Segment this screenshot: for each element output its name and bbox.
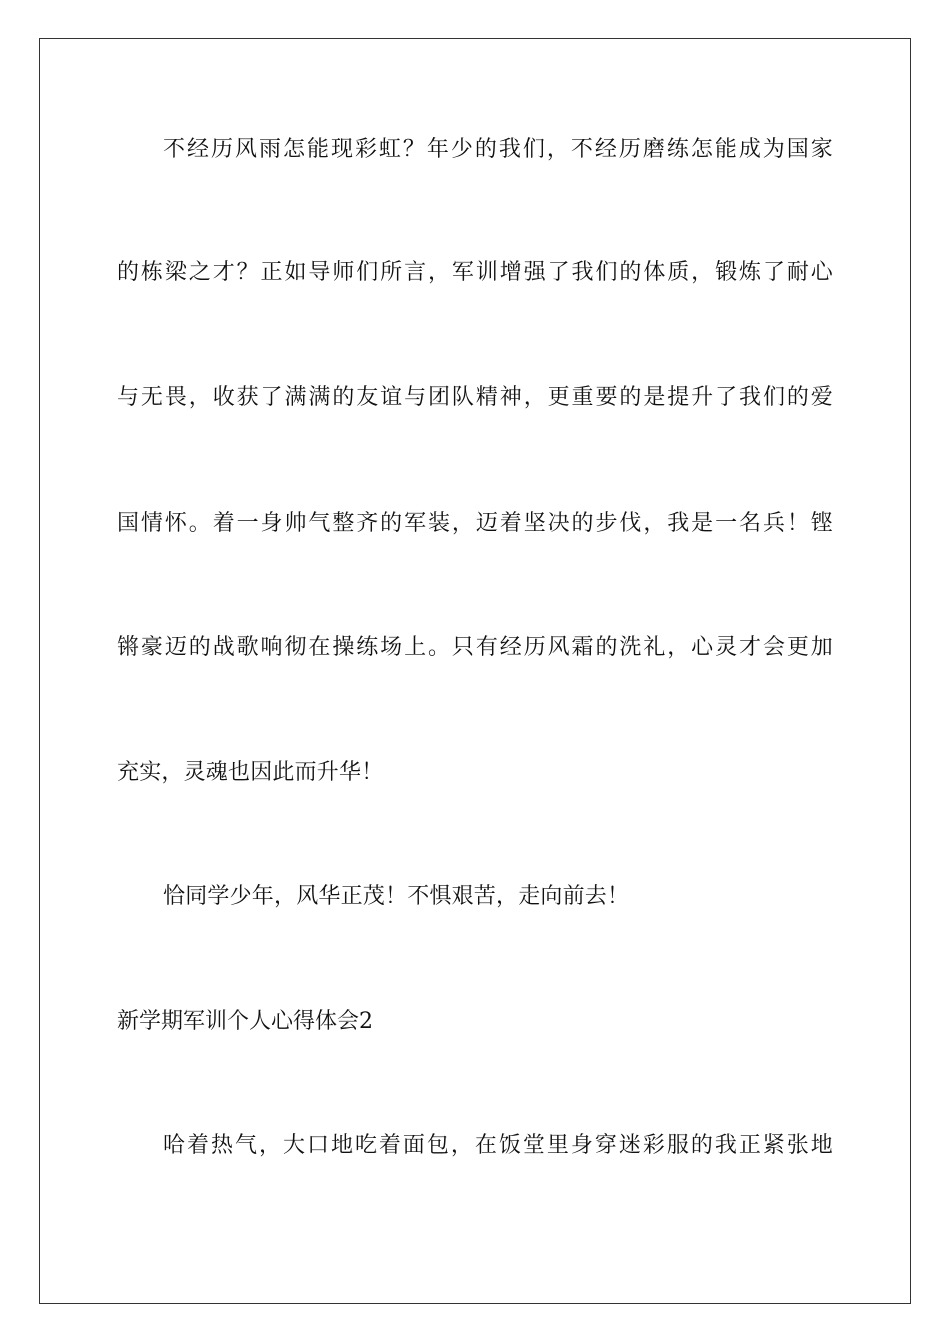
paragraph-1-line-5: 锵豪迈的战歌响彻在操练场上。只有经历风霜的洗礼，心灵才会更加 [117,635,833,660]
paragraph-1-line-3: 与无畏，收获了满满的友谊与团队精神，更重要的是提升了我们的爱 [117,385,833,410]
paragraph-1-line-6: 充实，灵魂也因此而升华！ [117,760,384,785]
paragraph-1-line-4: 国情怀。着一身帅气整齐的军装，迈着坚决的步伐，我是一名兵！铿 [117,511,833,536]
paragraph-1-line-1: 不经历风雨怎能现彩虹？年少的我们，不经历磨练怎能成为国家 [163,137,833,162]
paragraph-1-line-2: 的栋梁之才？正如导师们所言，军训增强了我们的体质，锻炼了耐心 [117,260,833,285]
paragraph-3-line-1: 哈着热气，大口地吃着面包，在饭堂里身穿迷彩服的我正紧张地 [163,1133,833,1158]
paragraph-2-line-1: 恰同学少年，风华正茂！不惧艰苦，走向前去！ [163,884,630,909]
section-heading: 新学期军训个人心得体会2 [117,1009,373,1034]
page-frame [39,38,911,1304]
